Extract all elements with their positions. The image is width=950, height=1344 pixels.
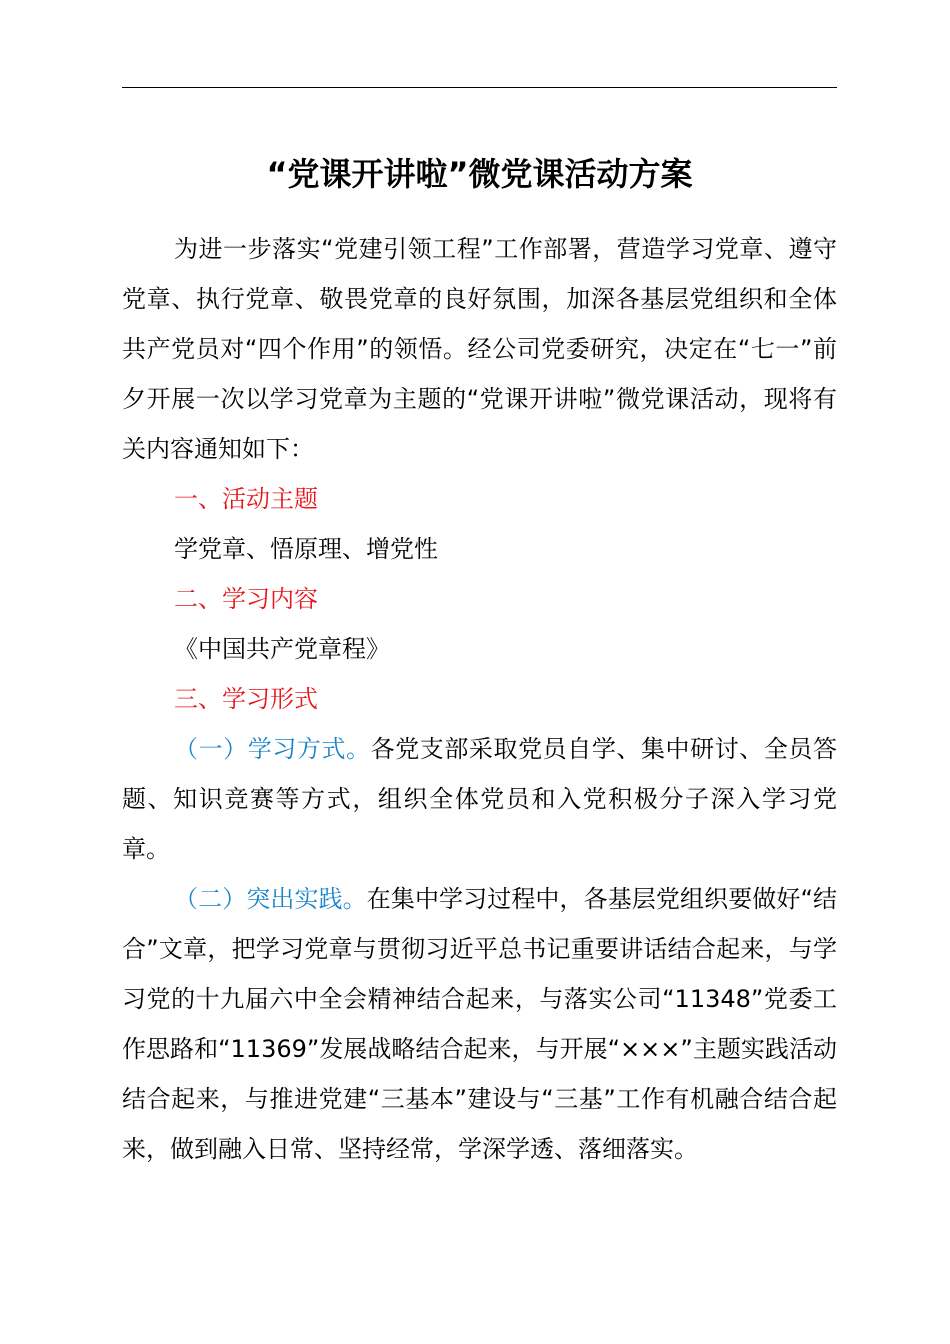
item-label-practice: （二）突出实践。	[174, 885, 367, 913]
section-heading-theme: 一、活动主题	[174, 485, 318, 513]
section-heading-format: 三、学习形式	[174, 685, 318, 713]
item-text-study-method: 各党支部采取党员自学、集中研讨、全员答题、知识竞赛等方式，组织全体党员和入党积极分子深入学习党章。	[122, 735, 838, 863]
intro-paragraph: 为进一步落实“党建引领工程”工作部署，营造学习党章、遵守党章、执行党章、敬畏党章的良好氛围，加深各基层党组织和全体共产党员对“四个作用”的领悟。经公司党委研究，决定在“七一”前夕开展一次以学习党章为主题的“党课开讲啦”微党课活动，现将有关内容通知如下：	[122, 235, 837, 463]
document-body	[122, 224, 837, 1174]
section-content-theme: 学党章、悟原理、增党性	[174, 535, 438, 563]
header-rule	[122, 87, 837, 88]
document-title: “党课开讲啦”微党课活动方案	[266, 155, 693, 193]
section-heading-content: 二、学习内容	[174, 585, 318, 613]
format-item-practice	[122, 874, 837, 1174]
item-text-practice: 在集中学习过程中，各基层党组织要做好“结合”文章，把学习党章与贯彻习近平总书记重要讲话结合起来，与学习党的十九届六中全会精神结合起来，与落实公司“11348”党委工作思路和“11369”发展战略结合起来，与开展“×××”主题实践活动结合起来，与推进党建“三基本”建设与“三基”工作有机融合结合起来，做到融入日常、坚持经常，学深学透、落细落实。	[122, 885, 838, 1163]
section-content-study: 《中国共产党章程》	[174, 635, 390, 663]
format-item-study-method	[122, 724, 837, 874]
item-label-study-method: （一）学习方式。	[174, 735, 371, 763]
